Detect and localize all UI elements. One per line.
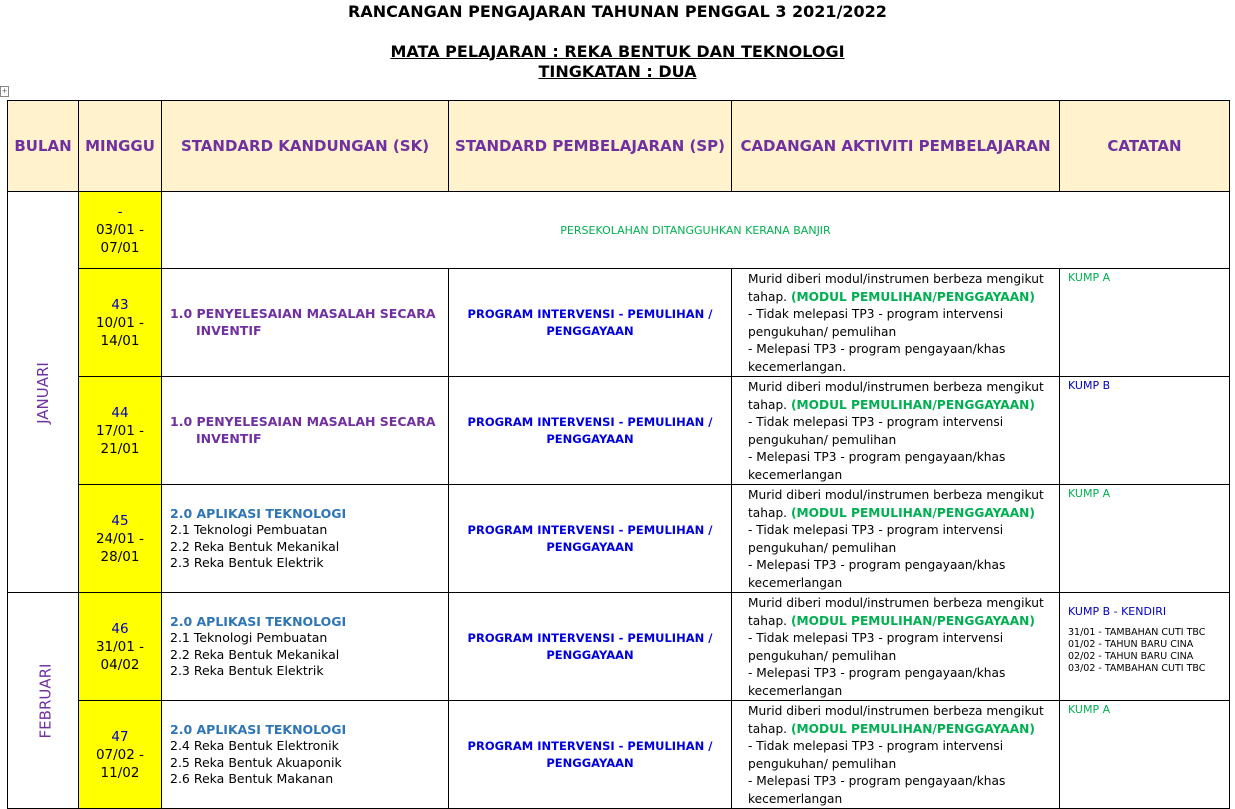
col-header-sp: STANDARD PEMBELAJARAN (SP): [449, 101, 732, 192]
week-date-start: 31/01 -: [95, 638, 145, 655]
week-date-end: 21/01: [100, 440, 140, 457]
table-row: [8, 192, 1230, 269]
level-title: TINGKATAN : DUA: [538, 62, 697, 81]
sp-cell: PROGRAM INTERVENSI - PEMULIHAN / PENGGAYAAN: [449, 269, 732, 377]
notes-cell: [1060, 593, 1230, 701]
sk-heading: 2.0 APLIKASI TEKNOLOGI: [170, 505, 347, 521]
week-date-start: 10/01 -: [95, 314, 145, 331]
activity-cell: Murid diberi modul/instrumen berbeza mengikut tahap. (MODUL PEMULIHAN/PENGGAYAAN) - Tidak melepasi TP3 - program intervensi pengukuhan/ pemulihan - Melepasi TP3 - program pengayaan/khas kecemerlangan.: [732, 269, 1060, 377]
sk-cell: [162, 485, 449, 593]
activity-cell: Murid diberi modul/instrumen berbeza mengikut tahap. (MODUL PEMULIHAN/PENGGAYAAN) - Tidak melepasi TP3 - program intervensi pengukuhan/ pemulihan - Melepasi TP3 - program pengayaan/khas kecemerlangan: [732, 377, 1060, 485]
week-cell: [79, 269, 162, 377]
month-label: FEBRUARI: [36, 663, 55, 739]
lesson-plan-table: [7, 100, 1230, 809]
sk-cell: [162, 377, 449, 485]
sk-heading: 1.0 PENYELESAIAN MASALAH SECARA INVENTIF: [170, 306, 436, 338]
table-row: [8, 377, 1230, 485]
week-date-start: 24/01 -: [95, 530, 145, 547]
week-cell: [79, 485, 162, 593]
month-label: JANUARI: [33, 361, 52, 424]
sk-item: 2.2 Reka Bentuk Mekanikal: [170, 538, 340, 554]
notes-cell: KUMP A: [1060, 701, 1230, 809]
closure-banner: PERSEKOLAHAN DITANGGUHKAN KERANA BANJIR: [162, 192, 1230, 269]
sk-heading: 2.0 APLIKASI TEKNOLOGI: [170, 613, 347, 629]
week-date-end: 07/01: [100, 240, 140, 256]
week-number: -: [117, 204, 123, 220]
col-header-minggu: MINGGU: [79, 101, 162, 192]
sk-cell: [162, 269, 449, 377]
sk-item: 2.5 Reka Bentuk Akuaponik: [170, 754, 342, 770]
week-date-end: 04/02: [100, 656, 140, 673]
week-cell: [79, 377, 162, 485]
table-row: [8, 701, 1230, 809]
week-date-start: 17/01 -: [95, 422, 145, 439]
activity-cell: Murid diberi modul/instrumen berbeza mengikut tahap. (MODUL PEMULIHAN/PENGGAYAAN) - Tidak melepasi TP3 - program intervensi pengukuhan/ pemulihan - Melepasi TP3 - program pengayaan/khas kecemerlangan: [732, 485, 1060, 593]
sk-cell: [162, 593, 449, 701]
week-date-end: 11/02: [100, 764, 140, 781]
activity-cell: Murid diberi modul/instrumen berbeza mengikut tahap. (MODUL PEMULIHAN/PENGGAYAAN) - Tidak melepasi TP3 - program intervensi pengukuhan/ pemulihan - Melepasi TP3 - program pengayaan/khas kecemerlangan: [732, 701, 1060, 809]
activity-cell: Murid diberi modul/instrumen berbeza mengikut tahap. (MODUL PEMULIHAN/PENGGAYAAN) - Tidak melepasi TP3 - program intervensi pengukuhan/ pemulihan - Melepasi TP3 - program pengayaan/khas kecemerlangan: [732, 593, 1060, 701]
sk-item: 2.6 Reka Bentuk Makanan: [170, 771, 334, 786]
week-cell: [79, 593, 162, 701]
col-header-activity: CADANGAN AKTIVITI PEMBELAJARAN: [732, 101, 1060, 192]
month-cell-january: [8, 192, 79, 593]
notes-group: KUMP B - KENDIRI: [1068, 605, 1167, 618]
sk-item: 2.1 Teknologi Pembuatan: [170, 522, 328, 537]
col-header-sk: STANDARD KANDUNGAN (SK): [162, 101, 449, 192]
sp-cell: PROGRAM INTERVENSI - PEMULIHAN / PENGGAYAAN: [449, 701, 732, 809]
week-date-end: 28/01: [100, 548, 140, 565]
table-move-handle-icon[interactable]: +: [1, 87, 8, 95]
col-header-bulan: BULAN: [8, 101, 79, 192]
sk-item: 2.3 Reka Bentuk Elektrik: [170, 555, 324, 570]
week-number: 45: [111, 512, 129, 529]
subject-title: MATA PELAJARAN : REKA BENTUK DAN TEKNOLOGI: [390, 42, 845, 61]
sk-item: 2.2 Reka Bentuk Mekanikal: [170, 646, 340, 662]
month-cell-february: [8, 593, 79, 809]
sk-heading: 1.0 PENYELESAIAN MASALAH SECARA INVENTIF: [170, 414, 436, 446]
holiday-list: 31/01 - TAMBAHAN CUTI TBC 01/02 - TAHUN BARU CINA 02/02 - TAHUN BARU CINA 03/02 - TAMBAHAN CUTI TBC: [1068, 627, 1206, 674]
week-number: 44: [111, 404, 129, 421]
week-cell: [79, 701, 162, 809]
header-row: [8, 101, 1230, 192]
table-row: [8, 593, 1230, 701]
table-row: [8, 269, 1230, 377]
week-cell: [79, 192, 162, 269]
sp-cell: PROGRAM INTERVENSI - PEMULIHAN / PENGGAYAAN: [449, 485, 732, 593]
sp-cell: PROGRAM INTERVENSI - PEMULIHAN / PENGGAYAAN: [449, 377, 732, 485]
week-date-start: 07/02 -: [95, 746, 145, 763]
sk-item: 2.3 Reka Bentuk Elektrik: [170, 663, 324, 678]
sk-item: 2.4 Reka Bentuk Elektronik: [170, 738, 339, 753]
notes-cell: KUMP B: [1060, 377, 1230, 485]
notes-cell: KUMP A: [1060, 485, 1230, 593]
sp-cell: PROGRAM INTERVENSI - PEMULIHAN / PENGGAYAAN: [449, 593, 732, 701]
notes-cell: KUMP A: [1060, 269, 1230, 377]
week-number: 46: [111, 620, 129, 637]
week-number: 47: [111, 728, 129, 745]
week-date-end: 14/01: [100, 332, 140, 349]
sk-item: 2.1 Teknologi Pembuatan: [170, 630, 328, 645]
table-row: [8, 485, 1230, 593]
sk-cell: [162, 701, 449, 809]
week-number: 43: [111, 296, 129, 313]
col-header-notes: CATATAN: [1060, 101, 1230, 192]
sk-heading: 2.0 APLIKASI TEKNOLOGI: [170, 721, 347, 737]
week-date-start: 03/01 -: [95, 222, 145, 238]
document-title: RANCANGAN PENGAJARAN TAHUNAN PENGGAL 3 2021/2022: [348, 2, 887, 21]
